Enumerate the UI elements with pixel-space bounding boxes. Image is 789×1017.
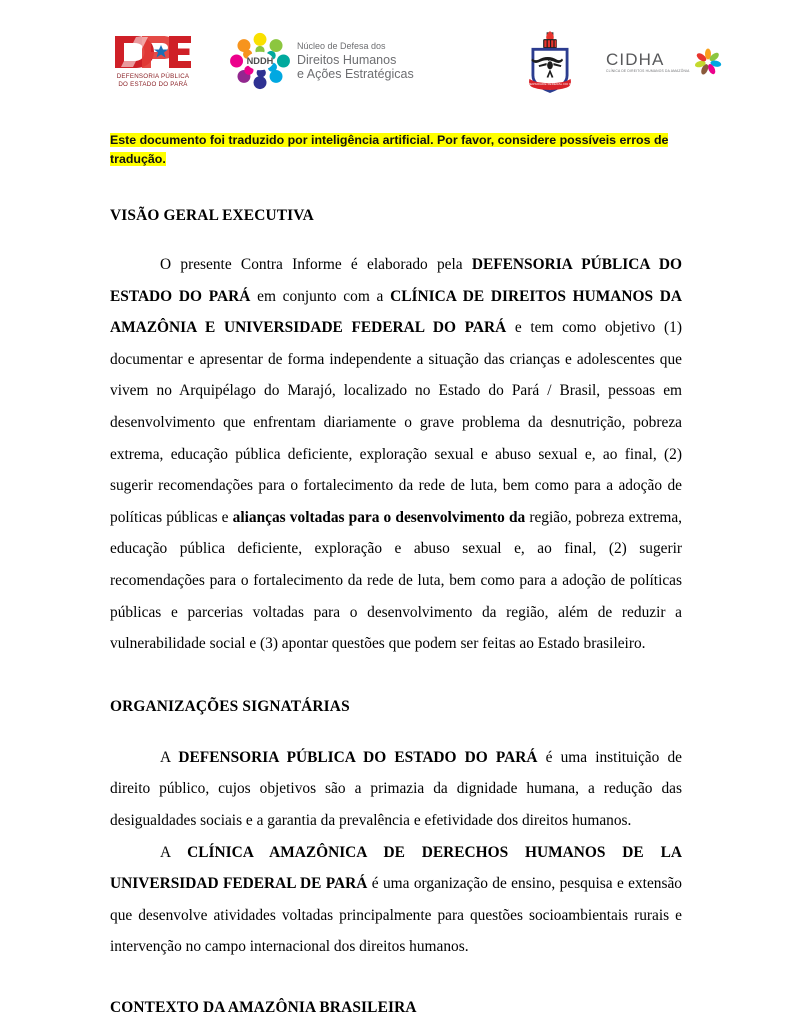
svg-text:UNIVERSIDADE FEDERAL DO PARÁ: UNIVERSIDADE FEDERAL DO PARÁ	[522, 82, 578, 87]
bold-run: CLÍNICA DE DIREITOS HUMANOS DA AMAZÔNIA E UNIVERSIDADE FEDERAL DO PARÁ	[110, 287, 682, 337]
heading-organizacoes-signatarias: ORGANIZAÇÕES SIGNATÁRIAS	[110, 697, 350, 715]
bold-run: DEFENSORIA PÚBLICA DO ESTADO DO PARÁ	[178, 748, 538, 766]
cidha-subtitle: CLÍNICA DE DIREITOS HUMANOS DA AMAZÔNIA	[606, 68, 690, 73]
document-body	[110, 207, 682, 1017]
logo-dpe-para	[113, 34, 193, 88]
cidha-text-block	[606, 51, 690, 74]
text-run: O presente Contra Informe é elaborado pela	[160, 256, 472, 273]
svg-text:NDDH: NDDH	[246, 56, 274, 67]
ufpa-crest-icon	[521, 30, 579, 96]
dpe-caption-line1: DEFENSORIA PÚBLICA	[116, 73, 190, 80]
cidha-flower-icon	[693, 48, 723, 76]
ai-translation-notice	[110, 131, 686, 169]
nddh-ring-icon	[229, 32, 291, 90]
cidha-acronym: CIDHA	[606, 49, 665, 69]
text-run: A	[160, 843, 188, 861]
logo-ufpa	[521, 30, 579, 96]
text-run: região, pobreza extrema, educação pública deficiente, exploração e abuso sexual e, ao final, (2) sugerir recomendações para o fortalecimento da rede de luta, bem como para a adoção de políticas públicas e parcerias voltadas para o desenvolvimento da região, além de reduzir a vulnerabilidade social e (3) apontar questões que podem ser feitas ao Estado brasileiro.	[110, 508, 682, 653]
paragraph-clinica-amazonica	[110, 837, 682, 963]
nddh-text-block	[297, 41, 414, 81]
nddh-text-line2: Direitos Humanos	[297, 52, 397, 67]
header-logo-band	[0, 28, 789, 100]
heading-contexto-amazonia-brasileira: CONTEXTO DA AMAZÔNIA BRASILEIRA	[110, 998, 417, 1016]
bold-run: CLÍNICA AMAZÔNICA DE DERECHOS HUMANOS DE LA UNIVERSIDAD FEDERAL DE PARÁ	[110, 843, 682, 893]
logo-nddh	[229, 32, 414, 90]
paragraph-visao-geral	[110, 249, 682, 660]
text-run: em conjunto com a	[250, 287, 391, 305]
ai-translation-notice-text: Este documento foi traduzido por inteligência artificial. Por favor, considere possíveis erros de tradução.	[110, 133, 669, 166]
bold-run: DEFENSORIA PÚBLICA DO ESTADO DO PARÁ	[110, 256, 682, 305]
dpe-caption-line2: DO ESTADO DO PARÁ	[118, 80, 188, 88]
dpe-mark	[113, 34, 193, 70]
text-run: e tem como objetivo (1) documentar e apresentar de forma independente a situação das crianças e adolescentes que vivem no Arquipélago do Marajó, localizado no Estado do Pará / Brasil, pessoas em desenvolvimento que enfrentam diariamente o grave problema da desnutrição, pobreza extrema, educação pública deficiente, exploração sexual e abuso sexual e, ao final, (2) sugerir recomendações para o fortalecimento da rede de luta, bem como para a adoção de políticas públicas e	[110, 319, 682, 526]
text-run: é uma organização de ensino, pesquisa e extensão que desenvolve atividades voltadas principalmente para questões socioambientais rurais e intervenção no campo internacional dos direitos humanos.	[110, 875, 683, 956]
dpe-logo-icon	[113, 34, 193, 70]
bold-run: alianças voltadas para o desenvolvimento da	[232, 508, 526, 526]
text-run: A	[160, 748, 179, 766]
nddh-text-line3: e Ações Estratégicas	[297, 66, 414, 81]
nddh-text-line1: Núcleo de Defesa dos	[297, 41, 386, 52]
logo-cidha	[606, 48, 723, 76]
heading-visao-geral-executiva: VISÃO GERAL EXECUTIVA	[110, 207, 314, 224]
paragraph-defensoria-publica	[110, 742, 682, 837]
text-run: é uma instituição de direito público, cujos objetivos são a primazia da dignidade humana, a redução das desigualdades sociais e a garantia da prevalência e efetividade dos direitos humanos.	[110, 748, 682, 829]
